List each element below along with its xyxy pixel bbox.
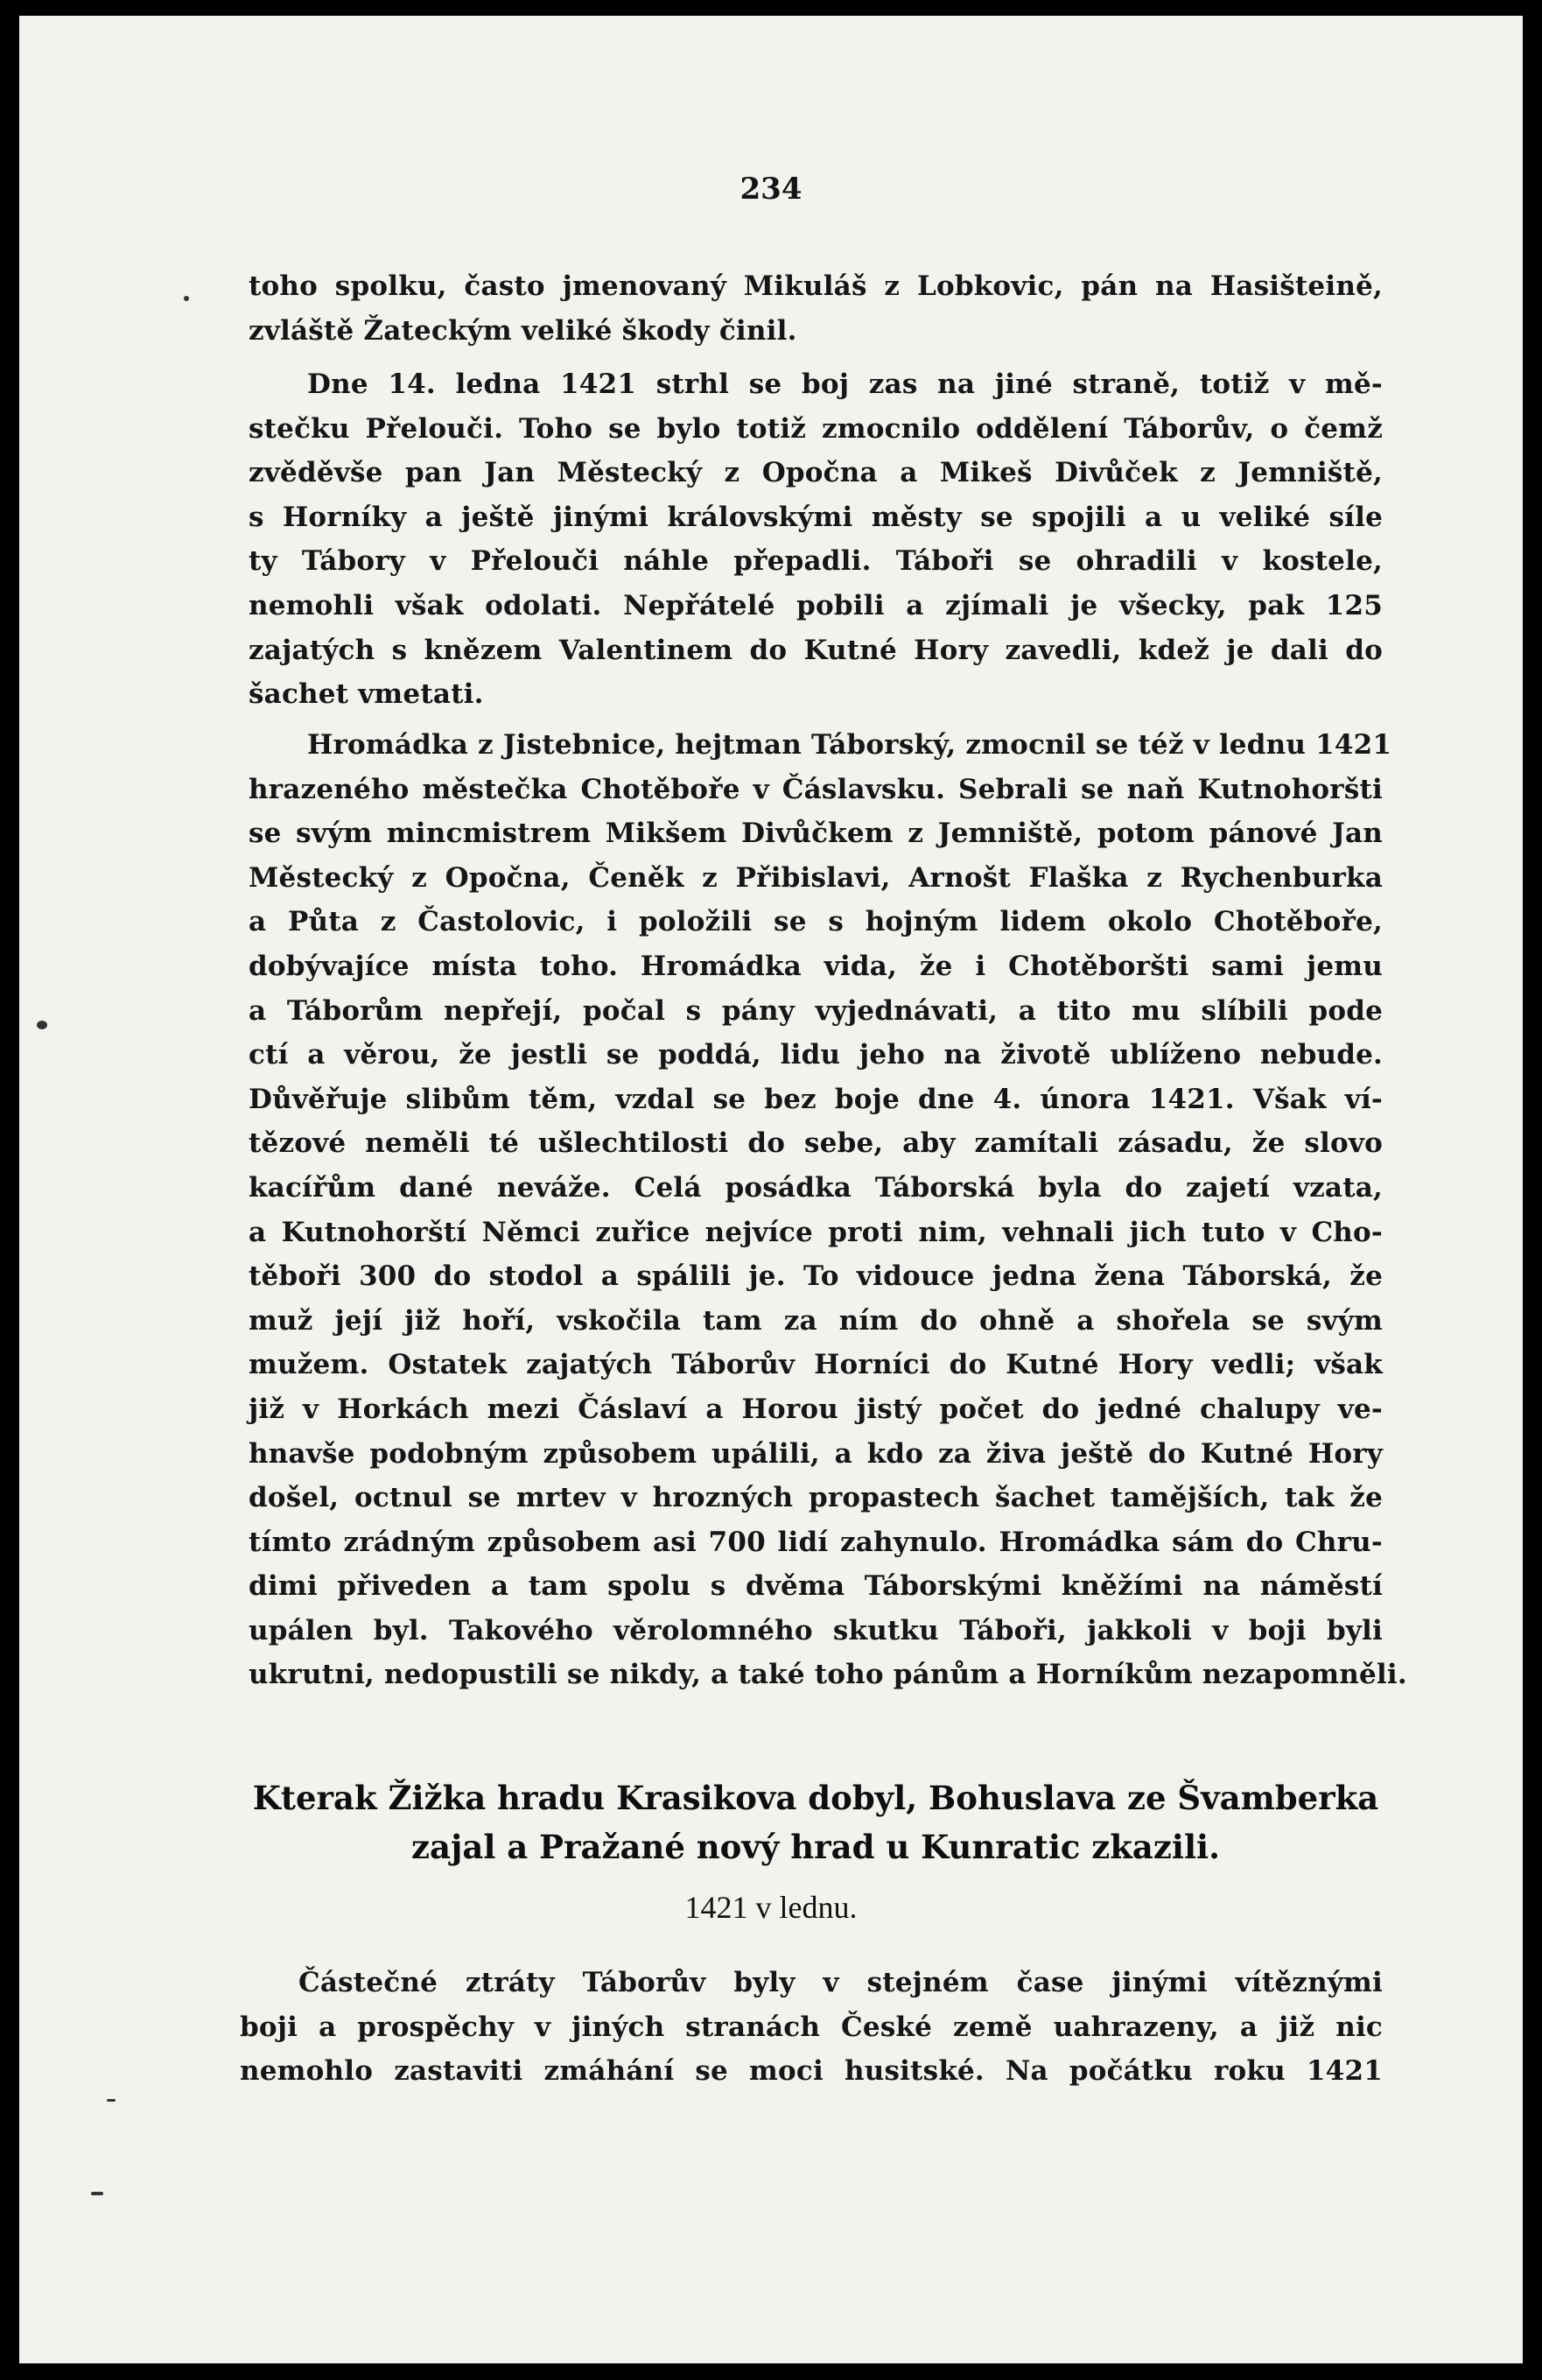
text-line: již v Horkách mezi Čáslaví a Horou jistý počet do jedné chalupy ve- — [249, 1393, 1383, 1425]
text-line: dimi přiveden a tam spolu s dvěma Táborskými kněžími na náměstí — [249, 1570, 1383, 1603]
chapter-date: 1421 v lednu. — [684, 1890, 858, 1925]
text-line: tězové neměli té ušlechtilosti do sebe, aby zamítali zásadu, že slovo — [249, 1127, 1383, 1160]
text-line: kacířům dané neváže. Celá posádka Táborská byla do zajetí vzata, — [249, 1171, 1383, 1204]
text-line: zvěděvše pan Jan Městecký z Opočna a Mikeš Divůček z Jemniště, — [249, 457, 1383, 489]
text-line: a Půta z Častolovic, i položili se s hojným lidem okolo Chotěboře, — [249, 906, 1383, 938]
text-line: Městecký z Opočna, Čeněk z Přibislavi, Arnošt Flaška z Rychenburka — [249, 861, 1383, 894]
chapter-heading — [238, 1773, 1393, 1871]
text-line: tímto zrádným způsobem asi 700 lidí zahynulo. Hromádka sám do Chru- — [249, 1526, 1383, 1558]
paragraph-hromadka — [249, 723, 1407, 1697]
text-line: toho spolku, často jmenovaný Mikuláš z Lobkovic, pán na Hasišteině, — [249, 270, 1383, 302]
text-line: nemohlo zastaviti zmáhání se moci husitské. Na počátku roku 1421 — [240, 2055, 1383, 2088]
text-line: boji a prospěchy v jiných stranách České země uahrazeny, a již nic — [240, 2011, 1383, 2043]
text-line: hrazeného městečka Chotěboře v Čáslavsku. Sebrali se naň Kutnohoršti — [249, 773, 1383, 805]
chapter-heading-line: Kterak Žižka hradu Krasikova dobyl, Bohuslava ze Švamberka — [252, 1779, 1379, 1817]
text-line: a Kutnohorští Němci zuřice nejvíce proti nim, vehnali jich tuto v Cho- — [249, 1216, 1383, 1248]
text-line: ctí a věrou, že jestli se poddá, lidu jeho na životě ublíženo nebude. — [249, 1039, 1383, 1071]
paragraph-continuation — [249, 264, 1383, 353]
paragraph-prelouc — [249, 362, 1383, 717]
paper-speck — [184, 296, 189, 301]
text-line: se svým mincmistrem Mikšem Divůčkem z Jemniště, potom pánové Jan — [249, 818, 1383, 850]
text-line: a Táborům nepřejí, počal s pány vyjednávati, a tito mu slíbili pode — [249, 994, 1383, 1027]
paper-speck — [91, 2192, 103, 2195]
text-line: s Horníky a ještě jinými královskými městy se spojili a u veliké síle — [249, 501, 1383, 533]
text-line: hnavše podobným způsobem upálili, a kdo za živa ještě do Kutné Hory — [249, 1437, 1383, 1470]
text-line: šachet vmetati. — [249, 678, 484, 711]
text-line: ukrutni, nedopustili se nikdy, a také toho pánům a Horníkům nezapomněli. — [249, 1659, 1407, 1691]
text-line: zvláště Žateckým veliké škody činil. — [249, 314, 797, 347]
text-line: Částečné ztráty Táborův byly v stejném čase jinými vítěznými — [298, 1967, 1383, 1998]
text-line: upálen byl. Takového věrolomného skutku Táboři, jakkoli v boji byli — [249, 1614, 1383, 1646]
text-line: mužem. Ostatek zajatých Táborův Horníci do Kutné Hory vedli; však — [249, 1349, 1383, 1381]
text-line: zajatých s knězem Valentinem do Kutné Hory zavedli, kdež je dali do — [249, 634, 1383, 666]
text-line: ty Tábory v Přelouči náhle přepadli. Táboři se ohradili v kostele, — [249, 545, 1383, 578]
paper-speck — [107, 2099, 116, 2102]
text-line: Dne 14. ledna 1421 strhl se boj zas na jiné straně, totiž v mě- — [307, 369, 1383, 400]
paper-speck — [37, 1021, 47, 1029]
page-number: 234 — [739, 172, 803, 207]
text-line: těboři 300 do stodol a spálili je. To vidouce jedna žena Táborská, že — [249, 1260, 1383, 1293]
text-line: stečku Přelouči. Toho se bylo totiž zmocnilo oddělení Táborův, o čemž — [249, 412, 1383, 445]
text-line: Hromádka z Jistebnice, hejtman Táborský, zmocnil se též v lednu 1421 — [307, 729, 1392, 761]
book-page — [19, 16, 1523, 2363]
text-line: došel, octnul se mrtev v hrozných propastech šachet tamějších, tak že — [249, 1482, 1383, 1514]
paragraph-chapter-start — [240, 1961, 1383, 2094]
text-line: Důvěřuje slibům těm, vzdal se bez boje dne 4. února 1421. Však ví- — [249, 1083, 1383, 1115]
text-line: nemohli však odolati. Nepřátelé pobili a zjímali je všecky, pak 125 — [249, 589, 1383, 621]
chapter-heading-line: zajal a Pražané nový hrad u Kunratic zkazili. — [411, 1828, 1220, 1866]
text-line: muž její již hoří, vskočila tam za ním do ohně a shořela se svým — [249, 1304, 1383, 1337]
text-line: dobývajíce místa toho. Hromádka vida, že i Chotěboršti sami jemu — [249, 950, 1383, 982]
